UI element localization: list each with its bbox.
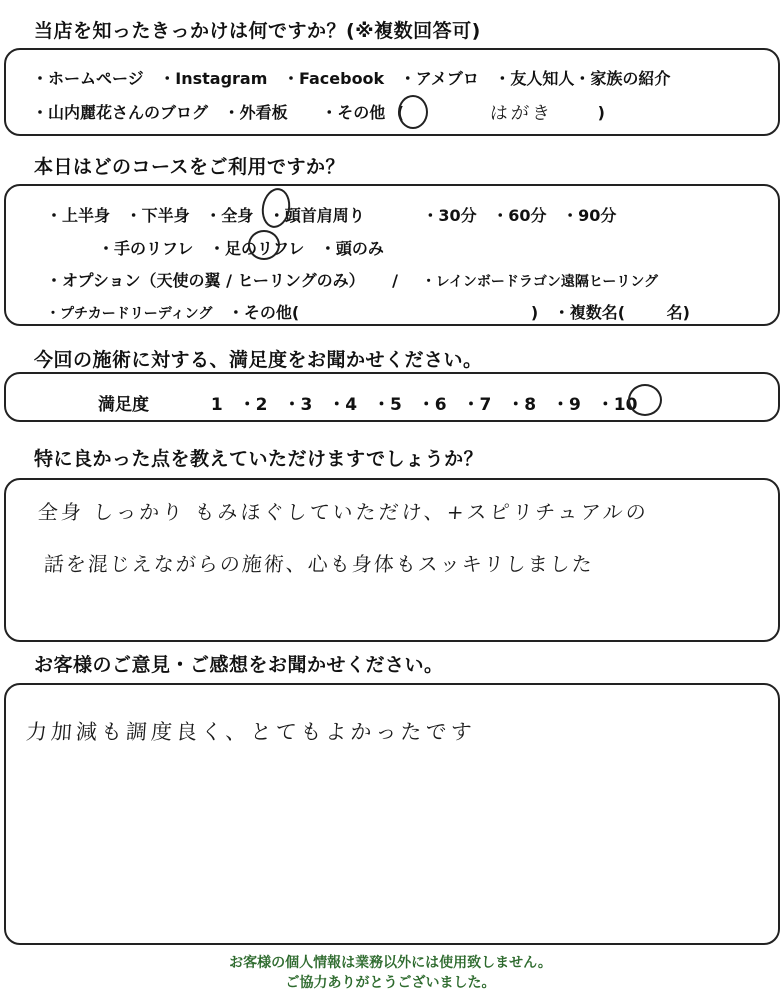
score-10[interactable]: ・10 <box>596 395 638 415</box>
option-lower-body[interactable]: ・下半身 <box>125 206 190 225</box>
option-ameblo[interactable]: ・アメブロ <box>399 69 479 88</box>
option-head-neck-shoulder[interactable]: ・頭首肩周り <box>268 206 365 225</box>
option-homepage[interactable]: ・ホームページ <box>32 69 144 88</box>
question-5-title: お客様のご意見・ご感想をお聞かせください。 <box>34 654 444 676</box>
question-2-title: 本日はどのコースをご利用ですか？ <box>34 156 346 178</box>
question-4-title: 特に良かった点を教えていただけますでしょうか？ <box>34 448 484 470</box>
selection-circle-score <box>628 384 662 416</box>
paren-open: ( <box>396 103 405 122</box>
option-full-body[interactable]: ・全身 <box>205 206 254 225</box>
people-unit: 名) <box>666 303 690 322</box>
option-multiple-people[interactable]: ・複数名( <box>553 303 626 322</box>
question-2-row-2 <box>98 236 384 259</box>
question-2-row-3 <box>46 268 658 291</box>
score-4[interactable]: ・4 <box>328 395 358 415</box>
handwritten-answer-5-line-1[interactable]: 力加減も調度良く、とてもよかったです <box>25 720 477 744</box>
option-foot-reflexology[interactable]: ・足のリフレ <box>208 239 305 258</box>
option-instagram[interactable]: ・Instagram <box>159 69 268 88</box>
question-2-row-4 <box>46 300 690 323</box>
score-3[interactable]: ・3 <box>283 395 313 415</box>
option-other-course[interactable]: ・その他( <box>227 303 300 322</box>
selection-circle-other <box>398 95 428 129</box>
question-1-row-1 <box>32 66 670 89</box>
selection-mark-foot-reflexology <box>248 230 280 260</box>
score-2[interactable]: ・2 <box>238 395 268 415</box>
handwritten-answer-4-line-1[interactable]: 全身 しっかり もみほぐしていただけ、+スピリチュアルの <box>37 500 650 524</box>
option-hand-reflexology[interactable]: ・手のリフレ <box>98 239 194 258</box>
option-30min[interactable]: ・30分 <box>422 206 477 225</box>
satisfaction-row <box>98 390 637 415</box>
option-friend-referral[interactable]: ・友人知人・家族の紹介 <box>494 69 671 88</box>
score-6[interactable]: ・6 <box>417 395 447 415</box>
option-upper-body[interactable]: ・上半身 <box>46 206 111 225</box>
option-rainbow-dragon-healing[interactable]: ・レインボードラゴン遠隔ヒーリング <box>421 274 659 290</box>
footer-privacy-note: お客様の個人情報は業務以外には使用致しません。 <box>229 955 552 971</box>
score-9[interactable]: ・9 <box>552 395 581 415</box>
option-60min[interactable]: ・60分 <box>492 206 547 225</box>
paren-close: ) <box>597 103 605 122</box>
option-blog[interactable]: ・山内麗花さんのブログ <box>32 103 209 122</box>
score-8[interactable]: ・8 <box>507 395 537 415</box>
handwritten-other-answer[interactable]: はがき <box>489 103 554 124</box>
score-1[interactable]: 1 <box>210 395 223 415</box>
option-separator: / <box>392 271 399 290</box>
question-1-title: 当店を知ったきっかけは何ですか？(※複数回答可) <box>34 20 481 42</box>
paren-close-course: ) <box>530 303 539 322</box>
question-2-row-1 <box>46 203 616 226</box>
question-3-title: 今回の施術に対する、満足度をお聞かせください。 <box>34 349 483 371</box>
score-7[interactable]: ・7 <box>462 395 492 415</box>
option-other[interactable]: ・その他 <box>321 103 386 122</box>
option-signboard[interactable]: ・外看板 <box>223 103 288 122</box>
option-petit-card-reading[interactable]: ・プチカードリーディング <box>46 306 213 322</box>
option-90min[interactable]: ・90分 <box>562 206 617 225</box>
handwritten-answer-4-line-2[interactable]: 話を混じえながらの施術、心も身体もスッキリしました <box>43 552 595 576</box>
score-5[interactable]: ・5 <box>372 395 402 415</box>
footer-thanks: ご協力ありがとうございました。 <box>285 975 496 991</box>
option-facebook[interactable]: ・Facebook <box>282 69 385 88</box>
satisfaction-label: 満足度 <box>98 395 149 415</box>
option-head-only[interactable]: ・頭のみ <box>319 239 384 258</box>
option-option-menu[interactable]: ・オプション（天使の翼 / ヒーリングのみ） <box>46 271 365 290</box>
